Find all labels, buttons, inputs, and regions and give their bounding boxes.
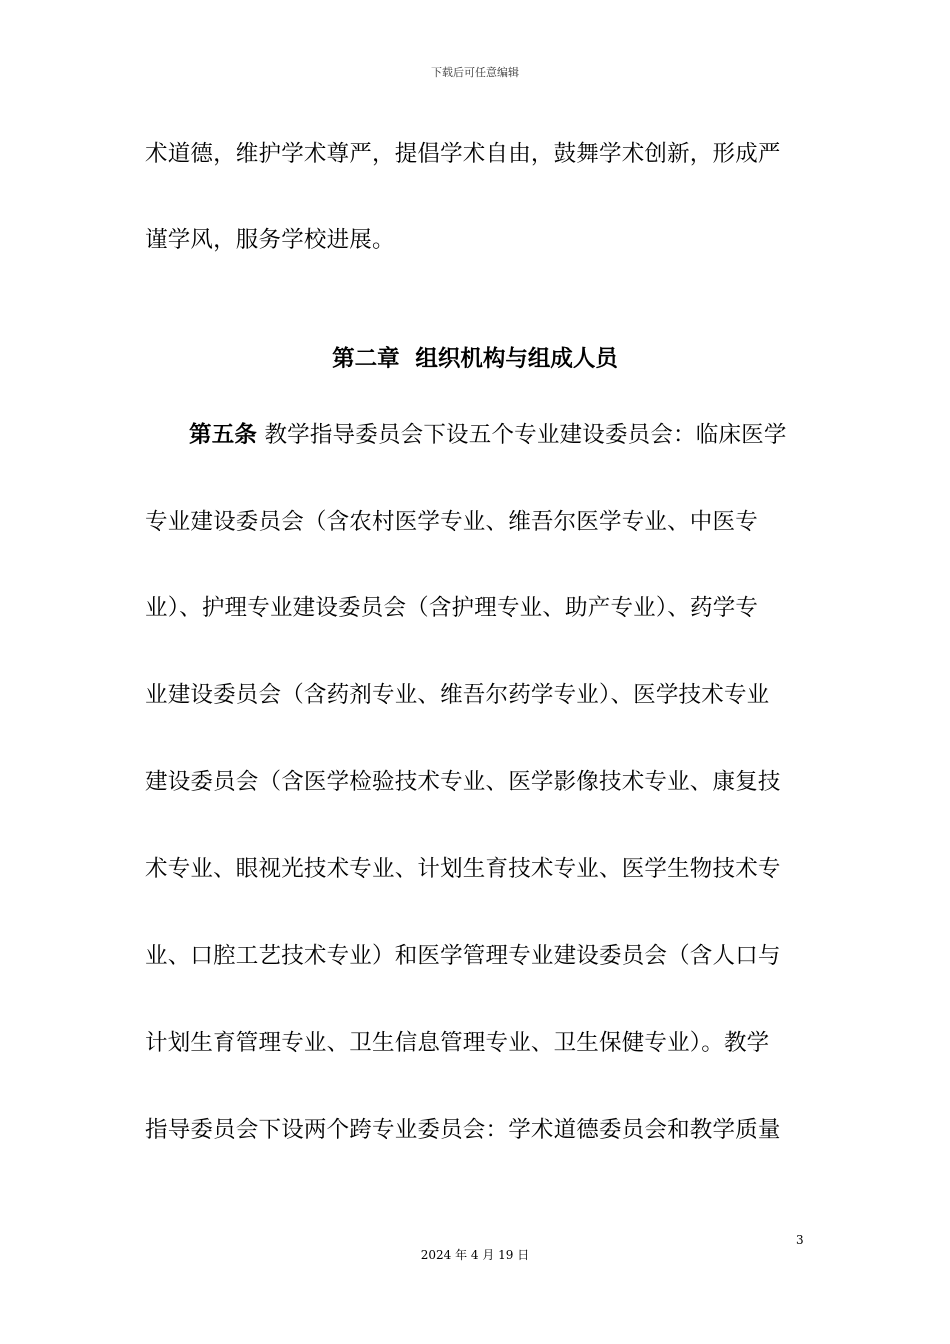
article-line-6: 术专业、眼视光技术专业、计划生育技术专业、医学生物技术专 <box>145 856 781 882</box>
article-line-3: 业）、护理专业建设委员会（含护理专业、助产专业）、药学专 <box>145 595 759 621</box>
article-first-line-text: 教学指导委员会下设五个专业建设委员会：临床医学 <box>257 422 787 448</box>
article-line-2: 专业建设委员会（含农村医学专业、维吾尔医学专业、中医专 <box>145 509 758 535</box>
article-line-4: 业建设委员会（含药剂专业、维吾尔药学专业）、医学技术专业 <box>145 682 770 708</box>
article-label: 第五条 <box>189 422 258 448</box>
page-number: 3 <box>796 1233 804 1247</box>
page-footer-date: 2024 年 4 月 19 日 <box>420 1248 530 1262</box>
article-line-7: 业、口腔工艺技术专业）和医学管理专业建设委员会（含人口与 <box>145 943 781 969</box>
article-first-line <box>189 421 807 450</box>
paragraph-line-1: 术道德，维护学术尊严，提倡学术自由，鼓舞学术创新，形成严 <box>145 141 781 167</box>
article-line-8: 计划生育管理专业、卫生信息管理专业、卫生保健专业）。教学 <box>145 1030 770 1056</box>
article-line-5: 建设委员会（含医学检验技术专业、医学影像技术专业、康复技 <box>145 769 781 795</box>
chapter-title: 第二章 组织机构与组成人员 <box>332 346 618 372</box>
article-line-9: 指导委员会下设两个跨专业委员会：学术道德委员会和教学质量 <box>145 1117 781 1143</box>
paragraph-line-2: 谨学风，服务学校进展。 <box>145 227 395 253</box>
page-header: 下载后可任意编辑 <box>431 66 519 79</box>
